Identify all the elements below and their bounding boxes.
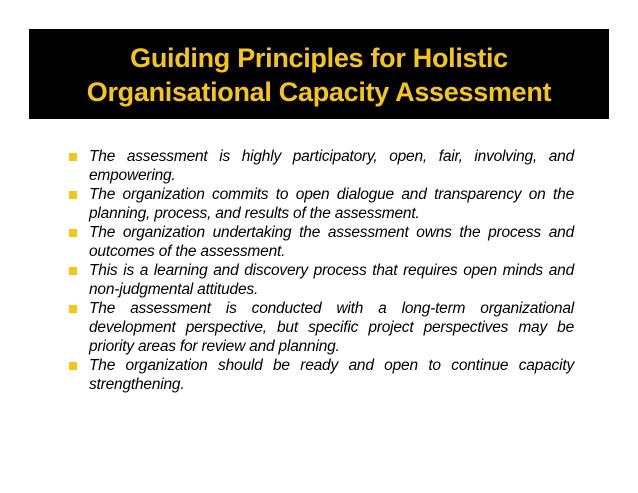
square-bullet-icon — [69, 305, 77, 313]
bullet-item — [68, 147, 574, 185]
bullet-item — [68, 261, 574, 299]
slide-title-line-2: Organisational Capacity Assessment — [86, 77, 552, 107]
square-bullet-icon — [69, 267, 77, 275]
bullet-text: The organization undertaking the assessment owns the process and outcomes of the assessment. — [89, 224, 574, 260]
square-bullet-icon — [69, 362, 77, 370]
square-bullet-icon — [69, 191, 77, 199]
bullet-item — [68, 223, 574, 261]
bullet-text: This is a learning and discovery process that requires open minds and non-judgmental attitudes. — [89, 262, 574, 298]
bullet-item — [68, 356, 574, 394]
bullet-item — [68, 185, 574, 223]
bullet-text: The organization should be ready and open to continue capacity strengthening. — [89, 357, 574, 393]
bullet-list — [68, 147, 574, 394]
bullet-text: The assessment is conducted with a long-term organizational development perspective, but specific project perspectives may be priority areas for review and planning. — [89, 300, 574, 355]
bullet-text: The assessment is highly participatory, open, fair, involving, and empowering. — [89, 148, 574, 184]
bullet-text: The organization commits to open dialogue and transparency on the planning, process, and results of the assessment. — [89, 186, 574, 222]
square-bullet-icon — [69, 229, 77, 237]
title-band — [29, 29, 609, 119]
square-bullet-icon — [69, 153, 77, 161]
slide-title — [29, 41, 609, 109]
slide-title-line-1: Guiding Principles for Holistic — [130, 43, 508, 73]
bullet-item — [68, 299, 574, 356]
